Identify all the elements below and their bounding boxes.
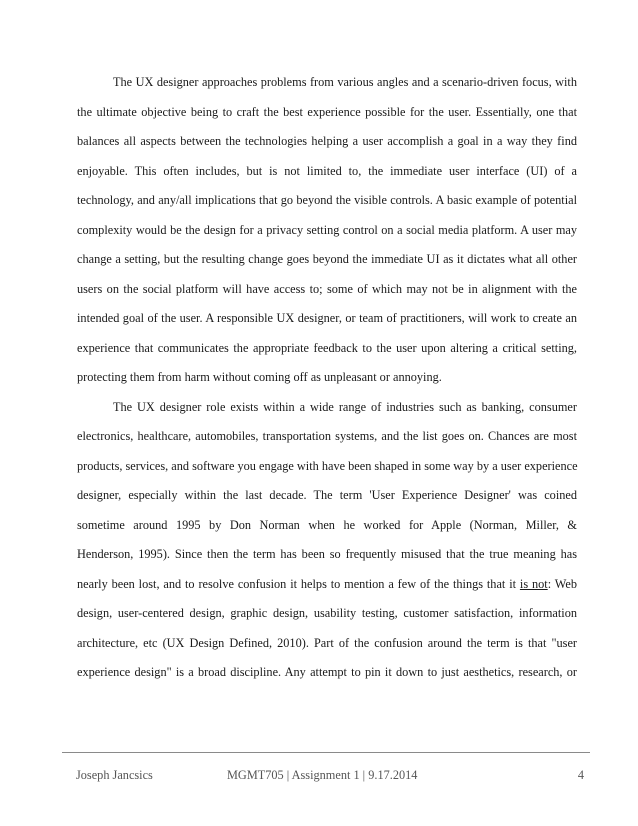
- text-line: design, user-centered design, graphic design, usability testing, customer satisfaction, information: [77, 606, 577, 620]
- text-line: sometime around 1995 by Don Norman when he worked for Apple (Norman, Miller, &: [77, 517, 577, 532]
- text-line: change a setting, but the resulting change goes beyond the immediate UI as it dictates what all other: [77, 252, 577, 266]
- text-line: Henderson, 1995). Since then the term has been so frequently misused that the true meaning has: [77, 547, 577, 561]
- text-segment: nearly been lost, and to resolve confusion it helps to mention a few of the things that it: [77, 576, 520, 591]
- text-line: architecture, etc (UX Design Defined, 2010). Part of the confusion around the term is that "user: [77, 635, 577, 650]
- text-line: experience that communicates the appropriate feedback to the user upon altering a critical setting,: [77, 340, 577, 355]
- text-line: balances all aspects between the technologies helping a user accomplish a goal in a way they find: [77, 134, 577, 148]
- text-line: complexity would be the design for a privacy setting control on a social media platform. A user may: [77, 222, 577, 237]
- text-line: users on the social platform will have access to; some of which may not be in alignment with the: [77, 281, 577, 296]
- text-line: enjoyable. This often includes, but is not limited to, the immediate user interface (UI) of a: [77, 163, 577, 178]
- text-line: The UX designer role exists within a wide range of industries such as banking, consumer: [113, 399, 577, 414]
- page-number: 4: [577, 768, 584, 782]
- text-line: protecting them from harm without coming off as unpleasant or annoying.: [77, 370, 442, 384]
- text-line: electronics, healthcare, automobiles, transportation systems, and the list goes on. Chances are most: [77, 429, 577, 443]
- paragraph-1: [77, 68, 577, 393]
- footer-divider: [62, 752, 590, 753]
- underlined-phrase: is not: [519, 576, 548, 591]
- text-line-with-emphasis: [77, 570, 577, 600]
- text-line: products, services, and software you engage with have been shaped in some way by a user experience: [77, 458, 578, 473]
- text-line: designer, especially within the last decade. The term 'User Experience Designer' was coined: [77, 488, 577, 502]
- paragraph-2: [77, 393, 577, 688]
- text-line: intended goal of the user. A responsible UX designer, or team of practitioners, will work to create an: [77, 311, 577, 325]
- footer-course-info: MGMT705 | Assignment 1 | 9.17.2014: [227, 768, 418, 782]
- text-segment: : Web: [547, 576, 577, 591]
- text-line: experience design" is a broad discipline. Any attempt to pin it down to just aesthetics, research, or: [77, 665, 577, 679]
- text-line: The UX designer approaches problems from various angles and a scenario-driven focus, with: [113, 75, 577, 89]
- text-line: technology, and any/all implications that go beyond the visible controls. A basic example of potential: [77, 193, 577, 207]
- footer-author: Joseph Jancsics: [76, 768, 153, 782]
- document-body: [77, 68, 577, 688]
- page-footer: [62, 768, 590, 788]
- text-line: the ultimate objective being to craft the best experience possible for the user. Essentially, one that: [77, 104, 577, 119]
